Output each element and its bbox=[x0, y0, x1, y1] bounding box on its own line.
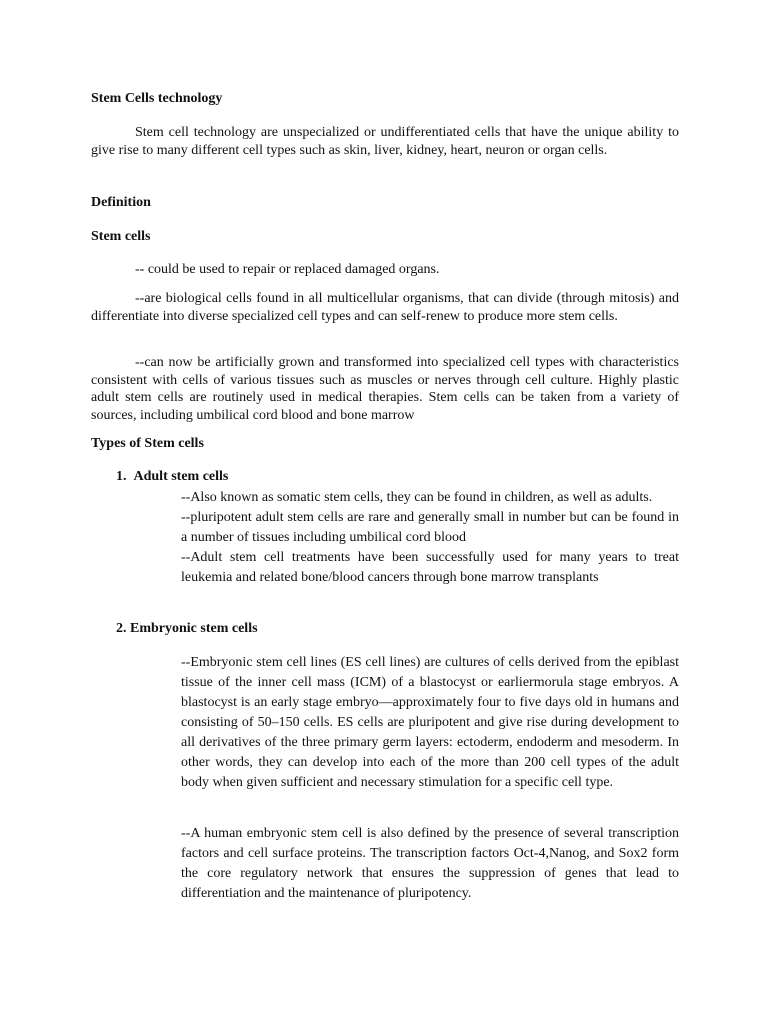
document-title: Stem Cells technology bbox=[91, 91, 223, 106]
types-heading: Types of Stem cells bbox=[91, 436, 204, 451]
adult-stem-cells-points bbox=[181, 488, 679, 588]
embryonic-point-1: --Embryonic stem cell lines (ES cell lines) are cultures of cells derived from the epiblast tissue of the inner cell mass (ICM) of a blastocyst or earliermorula stage embryos. A blastocyst is an early stage embryo—approximately four to five days old in humans and consisting of 50–150 cells. ES cells are pluripotent and give rise during development to all derivatives of the three primary germ layers: ectoderm, endoderm and mesoderm. In other words, they can develop into each of the more than 200 cell types of the adult body when given sufficient and necessary stimulation for a specific cell type. bbox=[181, 655, 679, 790]
adult-point-2: --pluripotent adult stem cells are rare and generally small in number but can be found in a number of tissues including umbilical cord blood bbox=[181, 510, 679, 545]
adult-point-1: --Also known as somatic stem cells, they can be found in children, as well as adults. bbox=[181, 490, 653, 505]
stem-cells-heading: Stem cells bbox=[91, 229, 151, 244]
embryonic-stem-cells-heading: 2. Embryonic stem cells bbox=[116, 621, 258, 636]
adult-stem-cells-heading: 1. Adult stem cells bbox=[116, 469, 229, 484]
definition-heading: Definition bbox=[91, 195, 151, 210]
stem-cells-point-3: --can now be artificially grown and transformed into specialized cell types with characteristics consistent with cells of various tissues such as muscles or nerves through cell culture. Highly plastic adult stem cells are routinely used in medical therapies. Stem cells can be taken from a variety of sources, including umbilical cord blood and bone marrow bbox=[91, 355, 679, 423]
embryonic-point-2: --A human embryonic stem cell is also defined by the presence of several transcription factors and cell surface proteins. The transcription factors Oct-4,Nanog, and Sox2 form the core regulatory network that ensures the suppression of genes that lead to differentiation and the maintenance of pluripotency. bbox=[181, 826, 679, 901]
intro-paragraph: Stem cell technology are unspecialized or undifferentiated cells that have the unique ability to give rise to many different cell types such as skin, liver, kidney, heart, neuron or organ cells. bbox=[91, 125, 679, 158]
stem-cells-point-2: --are biological cells found in all multicellular organisms, that can divide (through mitosis) and differentiate into diverse specialized cell types and can self-renew to produce more stem cells. bbox=[91, 291, 679, 324]
stem-cells-point-1: -- could be used to repair or replaced damaged organs. bbox=[135, 262, 440, 277]
adult-point-3: --Adult stem cell treatments have been successfully used for many years to treat leukemia and related bone/blood cancers through bone marrow transplants bbox=[181, 550, 679, 585]
